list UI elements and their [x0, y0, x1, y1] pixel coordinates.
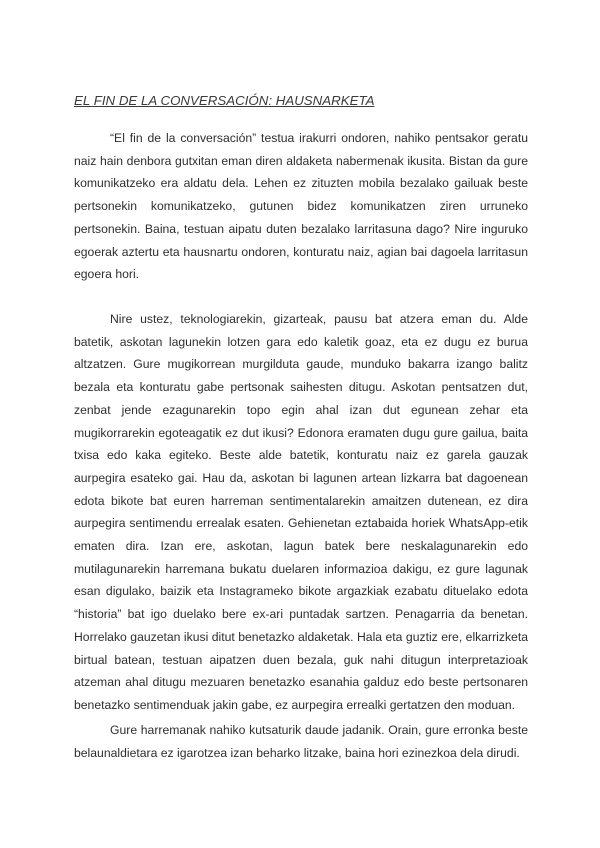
paragraph-2: Nire ustez, teknologiarekin, gizarteak, pausu bat atzera eman du. Alde batetik, askotan lagunekin lotzen gara edo kaletik goaz, eta ez dugu ez burua altzatzen. Gure mugikorrean murgilduta gaude, munduko bakarra izango balitz bezala eta konturatu gabe pertsonak saihesten ditugu. Askotan pentsatzen dut, zenbat jende ezagunarekin topo egin ahal izan dut egunean zehar eta mugikorrarekin egoteagatik ez dut ikusi? Edonora eramaten dugu gure gailua, baita txisa edo kaka egiteko. Beste alde batetik, konturatu naiz ez garela gauzak aurpegira esateko gai. Hau da, askotan bi lagunen artean lizkarra bat dagoenean edota bikote bat euren harreman sentimentalarekin amaitzen dutenean, ez dira aurpegira sentimendu errealak esaten. Gehienetan eztabaida horiek WhatsApp-etik ematen dira. Izan ere, askotan, lagun batek bere neskalagunarekin edo mutilagunarekin harremana bukatu duelaren informazioa dakigu, ez gure lagunak esan digulako, baizik eta Instagrameko bikote argazkiak ezabatu dituelako edota “historia” bat igo duelako bere ex-ari puntadak sartzen. Penagarria da benetan. Horrelako gauzetan ikusi ditut benetazko aldaketak. Hala eta guztiz ere, elkarrizketa birtual batean, testuan aipatzen duen bezala, guk nahi ditugun interpretazioak atzeman ahal ditugu mezuaren benetazko esanahia galduz edo beste pertsonaren benetazko sentimenduak jakin gabe, ez aurpegira errealki gertatzen den moduan. [74, 312, 528, 712]
paragraph-1: “El fin de la conversación” testua irakurri ondoren, nahiko pentsakor geratu naiz hain denbora gutxitan eman diren aldaketa nabermenak ikusita. Bistan da gure komunikatzeko era aldatu dela. Lehen ez zituzten mobila bezalako gailuak beste pertsonekin komunikatzeko, gutunen bidez komunikatzen ziren urruneko pertsonekin. Baina, testuan aipatu duten bezalako larritasuna dago? Nire inguruko egoerak aztertu eta hausnartu ondoren, konturatu naiz, agian bai dagoela larritasun egoera hori. [74, 131, 528, 282]
paragraph-3: Gure harremanak nahiko kutsaturik daude jadanik. Orain, gure erronka beste belaunaldietara ez igarotzea izan beharko litzake, baina hori ezinezkoa dela dirudi. [74, 723, 528, 760]
document-title: EL FIN DE LA CONVERSACIÓN: HAUSNARKETA [74, 93, 375, 108]
